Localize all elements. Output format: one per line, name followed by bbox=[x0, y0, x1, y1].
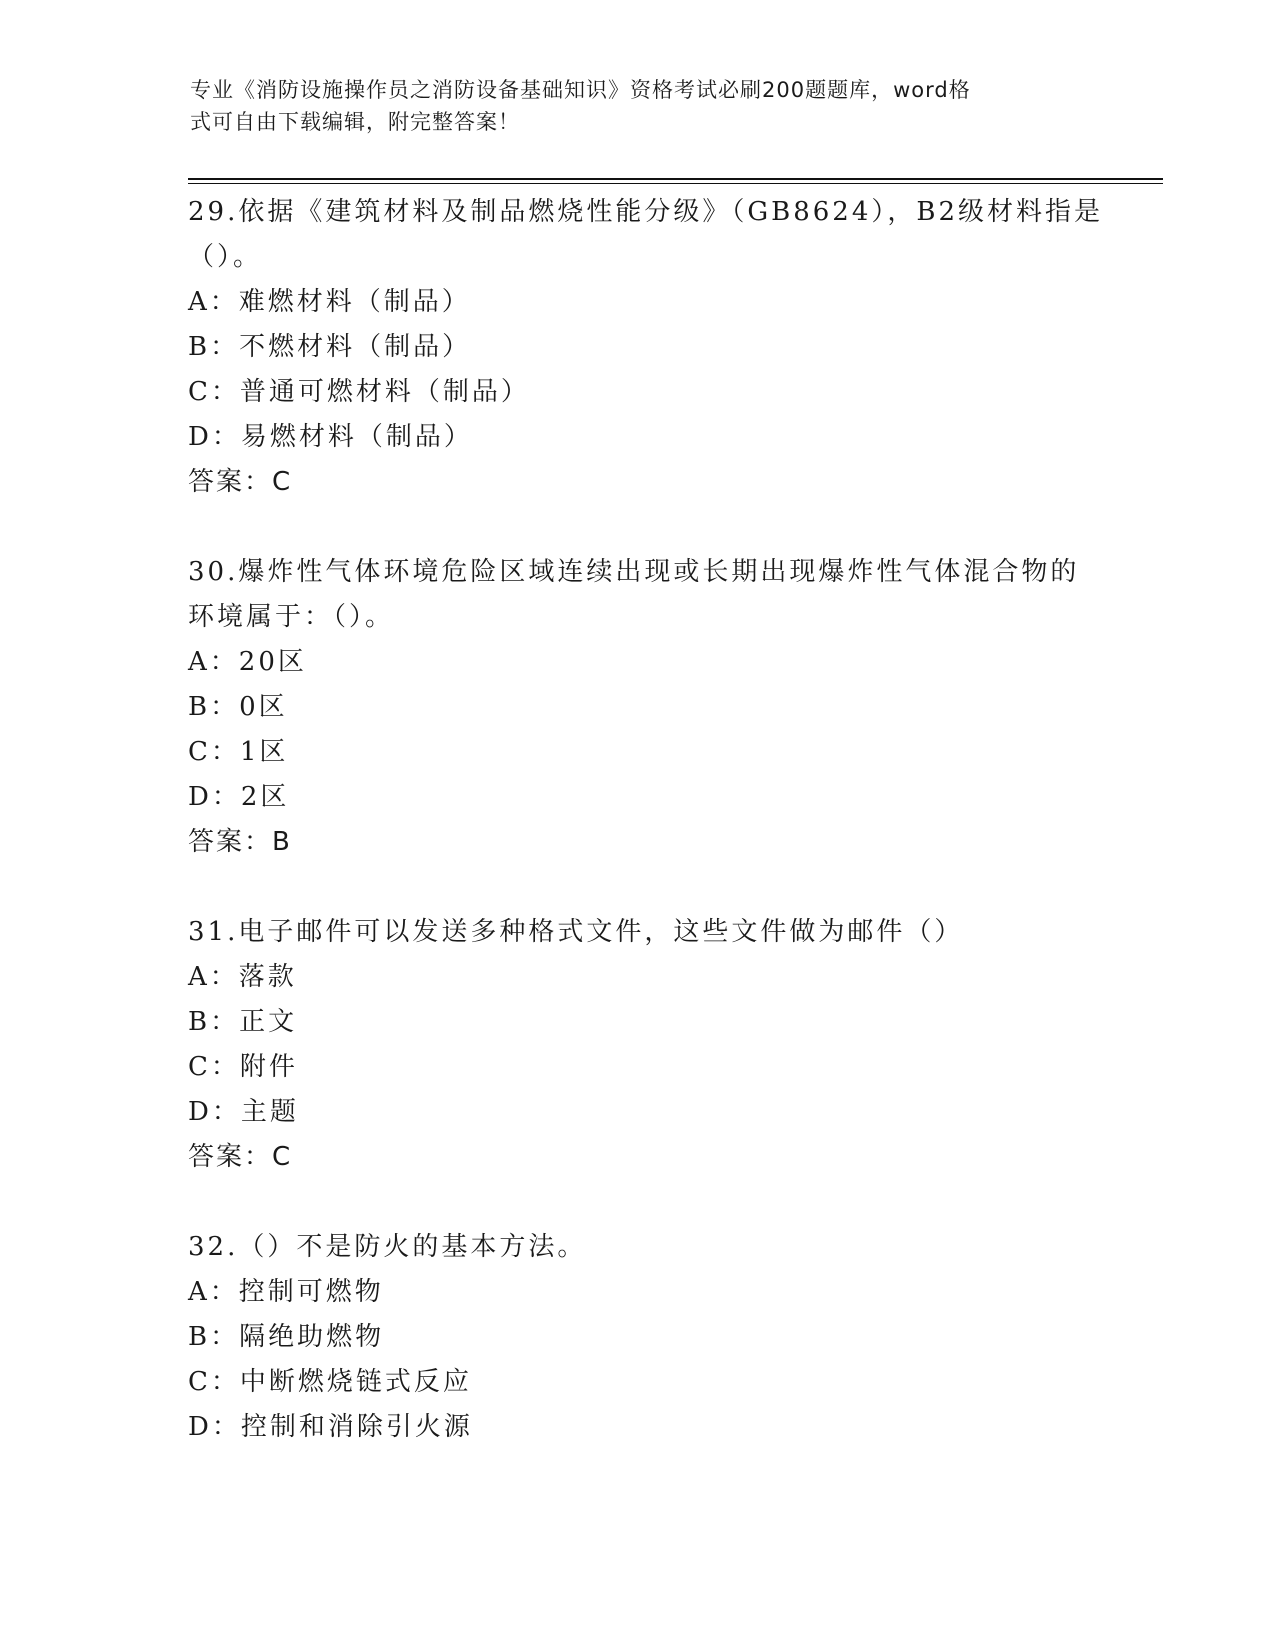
option-b: B：0区 bbox=[188, 692, 288, 722]
option-d: D：控制和消除引火源 bbox=[188, 1412, 473, 1442]
question-31 bbox=[188, 910, 1088, 1180]
question-spacer bbox=[188, 1180, 1088, 1225]
question-spacer bbox=[188, 505, 1088, 550]
question-29 bbox=[188, 190, 1104, 505]
header-line-1: 专业《消防设施操作员之消防设备基础知识》资格考试必刷200题题库，word格 bbox=[190, 78, 971, 102]
question-32 bbox=[188, 1225, 1088, 1450]
option-a: A：20区 bbox=[188, 647, 307, 677]
option-b: B：隔绝助燃物 bbox=[188, 1322, 385, 1352]
question-30 bbox=[188, 550, 1088, 865]
question-stem-continued: 环境属于：（）。 bbox=[188, 602, 395, 632]
option-c: C：中断燃烧链式反应 bbox=[188, 1367, 472, 1397]
option-c: C：1区 bbox=[188, 737, 289, 767]
answer-line: 答案：C bbox=[188, 1142, 293, 1172]
option-b: B：不燃材料（制品） bbox=[188, 332, 472, 362]
header-line-2: 式可自由下载编辑，附完整答案！ bbox=[190, 110, 520, 134]
option-b: B：正文 bbox=[188, 1007, 298, 1037]
answer-line: 答案：B bbox=[188, 827, 292, 857]
document-header bbox=[190, 74, 1070, 138]
question-list bbox=[188, 190, 1104, 1450]
question-stem: 31.电子邮件可以发送多种格式文件，这些文件做为邮件（） bbox=[188, 917, 964, 947]
option-a: A：控制可燃物 bbox=[188, 1277, 384, 1307]
question-stem: 30.爆炸性气体环境危险区域连续出现或长期出现爆炸性气体混合物的 bbox=[188, 557, 1080, 587]
header-divider-thin bbox=[188, 183, 1163, 184]
question-spacer bbox=[188, 865, 1088, 910]
option-d: D：易燃材料（制品） bbox=[188, 422, 473, 452]
option-a: A：落款 bbox=[188, 962, 297, 992]
option-c: C：附件 bbox=[188, 1052, 298, 1082]
question-stem: 32.（）不是防火的基本方法。 bbox=[188, 1232, 587, 1262]
option-d: D：2区 bbox=[188, 782, 290, 812]
header-divider-thick bbox=[188, 178, 1163, 180]
option-a: A：难燃材料（制品） bbox=[188, 287, 471, 317]
option-d: D：主题 bbox=[188, 1097, 299, 1127]
question-stem-continued: （）。 bbox=[188, 242, 263, 272]
option-c: C：普通可燃材料（制品） bbox=[188, 377, 530, 407]
question-stem: 29.依据《建筑材料及制品燃烧性能分级》（GB8624），B2级材料指是 bbox=[188, 197, 1104, 227]
answer-line: 答案：C bbox=[188, 467, 293, 497]
